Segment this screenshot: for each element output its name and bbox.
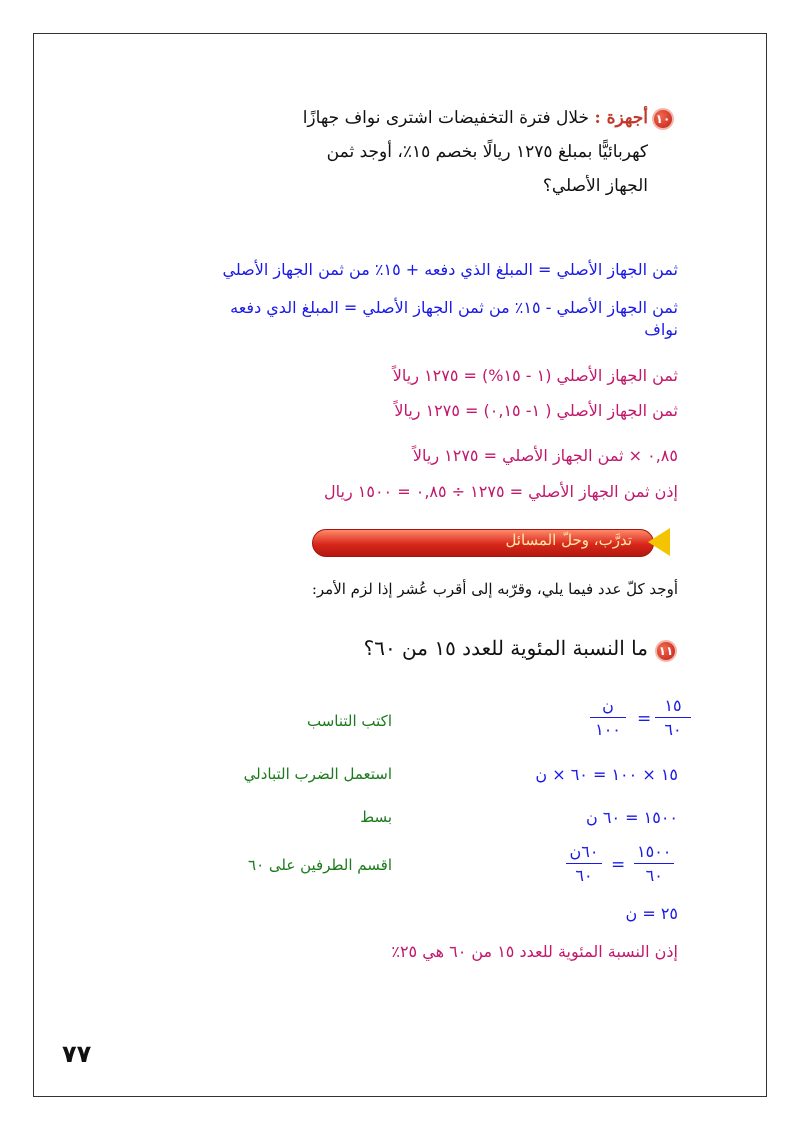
question-10-line-3: الجهاز الأصلي؟ — [542, 176, 648, 196]
fraction-right — [566, 842, 602, 885]
solution-line: ثمن الجهاز الأصلي - ١٥٪ من ثمن الجهاز الأصلي = المبلغ الدي دفعه — [230, 298, 678, 317]
fraction-numerator: ن — [590, 696, 626, 718]
fraction-denominator: ٦٠ — [575, 866, 593, 885]
fraction-right — [590, 696, 626, 739]
conclusion: إذن النسبة المئوية للعدد ١٥ من ٦٠ هي ٢٥٪ — [391, 942, 678, 961]
fraction-numerator: ٦٠ن — [566, 842, 602, 864]
banner-arrow-icon — [648, 528, 670, 556]
step-expression: ١٥ × ١٠٠ = ٦٠ × ن — [535, 765, 678, 784]
fraction-left — [634, 842, 674, 885]
practice-banner — [312, 526, 672, 558]
fraction-denominator: ١٠٠ — [595, 720, 621, 739]
question-number: ١١ — [658, 644, 674, 658]
fraction-left — [655, 696, 691, 739]
banner-label: تدرَّب، وحلّ المسائل — [505, 531, 632, 549]
step-note: استعمل الضرب التبادلي — [243, 765, 392, 783]
question-11-text: ما النسبة المئوية للعدد ١٥ من ٦٠؟ — [363, 636, 648, 660]
solution-line: ٠,٨٥ × ثمن الجهاز الأصلي = ١٢٧٥ ريالاً — [412, 446, 678, 465]
page-frame — [33, 33, 767, 1097]
question-10-line-1 — [303, 102, 648, 135]
question-text: خلال فترة التخفيضات اشترى نواف جهازًا — [302, 108, 590, 128]
question-number: ١٠ — [655, 112, 671, 126]
instruction: أوجد كلّ عدد فيما يلي، وقرّبه إلى أقرب عُشر إذا لزم الأمر: — [311, 580, 678, 598]
step-expression: ٢٥ = ن — [625, 904, 678, 923]
question-keyword: أجهزة : — [594, 108, 648, 128]
question-number-badge — [655, 640, 677, 662]
solution-line: نواف — [644, 320, 678, 339]
solution-line: إذن ثمن الجهاز الأصلي = ١٢٧٥ ÷ ٠,٨٥ = ١٥٠٠ ريال — [324, 482, 678, 501]
fraction-denominator: ٦٠ — [664, 720, 682, 739]
solution-line: ثمن الجهاز الأصلي (١ - ١٥%) = ١٢٧٥ ريالاً — [392, 366, 678, 385]
fraction-numerator: ١٥ — [655, 696, 691, 718]
question-10-line-2: كهربائيًّا بمبلغ ١٢٧٥ ريالًا بخصم ١٥٪، أوجد ثمن — [326, 142, 648, 162]
fraction-numerator: ١٥٠٠ — [634, 842, 674, 864]
equals-sign: = — [637, 709, 652, 729]
step-note: اكتب التناسب — [307, 712, 392, 730]
question-number-badge — [652, 108, 674, 130]
step-note: اقسم الطرفين على ٦٠ — [248, 856, 392, 874]
solution-line: ثمن الجهاز الأصلي ( ١- ٠,١٥) = ١٢٧٥ ريالاً — [394, 401, 678, 420]
solution-line: ثمن الجهاز الأصلي = المبلغ الذي دفعه + ١٥٪ من ثمن الجهاز الأصلي — [222, 260, 678, 279]
fraction-denominator: ٦٠ — [645, 866, 663, 885]
step-note: بسط — [360, 808, 392, 826]
step-expression: ١٥٠٠ = ٦٠ ن — [586, 808, 678, 827]
page-number: ٧٧ — [62, 1040, 92, 1068]
equals-sign: = — [611, 855, 626, 875]
